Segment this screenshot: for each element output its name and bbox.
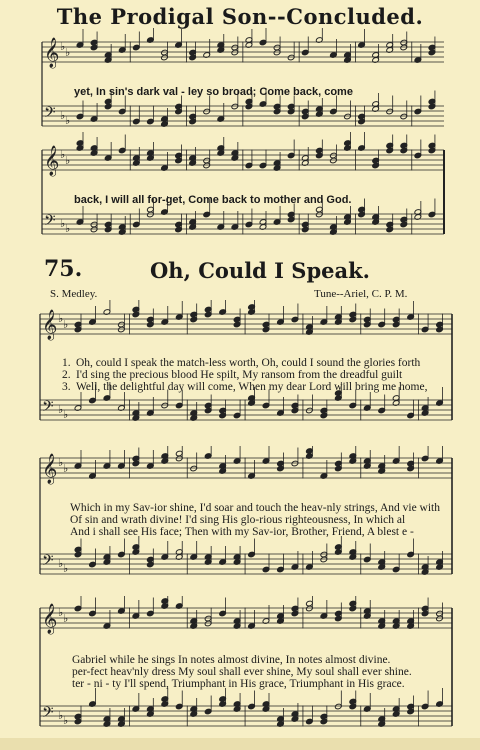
flat-icon: ♭ xyxy=(60,109,66,122)
flat-icon: ♭ xyxy=(60,40,66,53)
flat-icon: ♭ xyxy=(65,154,71,167)
verse-3-line-b: And i shall see His face; Then with my Sav-ior, Brother, Friend, A blest e - xyxy=(70,526,414,538)
flat-icon: ♭ xyxy=(60,148,66,161)
verse-2-line-c: per-fect heav'nly dress My soul shall ever shine, My soul shall ever shine. xyxy=(72,666,412,678)
staff-sys3-bass xyxy=(40,536,452,575)
verse-3-line-c: ter - ni - ty I'll spend, Triumphant in His grace, Triumphant in His grace. xyxy=(72,678,405,690)
composer-credit: S. Medley. xyxy=(50,288,98,300)
bass-clef-icon: 𝄢 xyxy=(44,212,56,233)
verse-2-line-a: 2. I'd sing the precious blood He spilt, My ransom from the dreadful guilt xyxy=(62,369,403,381)
staff-sys3-treble xyxy=(40,446,452,485)
staff-sys1-a-treble xyxy=(42,28,444,69)
staff-sys2-treble xyxy=(40,300,452,341)
flat-icon: ♭ xyxy=(58,606,64,619)
flat-icon: ♭ xyxy=(63,562,69,575)
page-title: The Prodigal Son--Concluded. xyxy=(56,4,424,29)
treble-clef-icon: 𝄞 xyxy=(44,146,60,176)
lyric-line-prodigal-1: yet, In sin's dark val - ley so broad; Come back, come xyxy=(74,86,353,98)
flat-icon: ♭ xyxy=(63,408,69,421)
staff-sys4-treble xyxy=(40,596,452,635)
flat-icon: ♭ xyxy=(58,456,64,469)
flat-icon: ♭ xyxy=(63,462,69,475)
flat-icon: ♭ xyxy=(63,612,69,625)
treble-clef-icon: 𝄞 xyxy=(44,38,60,68)
lyric-line-prodigal-2: back, I will all for-get, Come back to mother and God. xyxy=(74,194,352,206)
flat-icon: ♭ xyxy=(58,312,64,325)
bass-clef-icon: 𝄢 xyxy=(44,104,56,125)
flat-icon: ♭ xyxy=(58,557,64,570)
verse-3-line-a: 3. Well, the delightful day will come, When my dear Lord will bring me home, xyxy=(62,381,428,393)
flat-icon: ♭ xyxy=(63,714,69,727)
music-system-1 xyxy=(0,28,480,268)
staff-sys4-bass xyxy=(40,688,452,727)
treble-clef-icon: 𝄞 xyxy=(42,454,58,484)
hymn-title: Oh, Could I Speak. xyxy=(150,258,370,283)
verse-1-line-a: 1. Oh, could I speak the match-less worth, Oh, could I sound the glories forth xyxy=(62,357,421,369)
bass-clef-icon: 𝄢 xyxy=(42,552,54,573)
hymn-number: 75. xyxy=(44,256,83,282)
verse-1-line-c: Gabriel while he sings In notes almost divine, In notes almost divine. xyxy=(72,654,391,666)
bass-clef-icon: 𝄢 xyxy=(42,704,54,725)
page-footer-strip xyxy=(0,738,480,750)
verse-1-line-b: Which in my Sav-ior shine, I'd soar and touch the heav-nly strings, And vie with xyxy=(70,502,441,514)
flat-icon: ♭ xyxy=(65,46,71,59)
flat-icon: ♭ xyxy=(65,222,71,235)
bass-clef-icon: 𝄢 xyxy=(42,398,54,419)
flat-icon: ♭ xyxy=(65,114,71,127)
flat-icon: ♭ xyxy=(58,403,64,416)
staff-sys1-b-treble xyxy=(42,132,444,177)
treble-clef-icon: 𝄞 xyxy=(42,310,58,340)
flat-icon: ♭ xyxy=(63,318,69,331)
flat-icon: ♭ xyxy=(60,217,66,230)
tune-credit: Tune--Ariel, C. P. M. xyxy=(314,288,408,300)
verse-2-line-b: Of sin and wrath divine! I'd sing His glo-rious righteousness, In which al xyxy=(70,514,406,526)
flat-icon: ♭ xyxy=(58,709,64,722)
treble-clef-icon: 𝄞 xyxy=(42,604,58,634)
